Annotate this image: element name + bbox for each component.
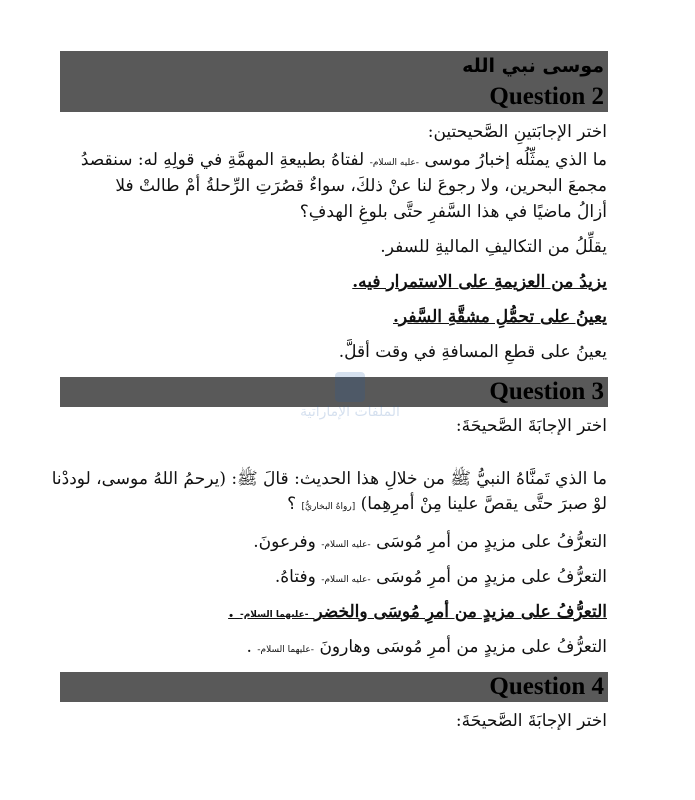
q2-stem-line2: مجمعَ البحرين، ولا رجوعَ لنا عنْ ذلكَ، سواءٌ قصُرَتِ الرِّحلةُ أمْ طالتْ فلا [115,176,607,196]
q2-option-3[interactable]: يعينُ على تحمُّلِ مشقَّةِ السَّفر. [393,307,607,327]
q2-option-4[interactable]: يعينُ على قطعِ المسافةِ في وقت أقلَّ. [338,342,607,362]
q2-option-2[interactable]: يزيدُ من العزيمةِ على الاستمرار فيه. [352,272,607,292]
question-3-title: Question 3 [489,378,604,405]
q4-instruction: اختر الإجابَةَ الصَّحيحَةَ: [455,711,607,731]
q3-instruction: اختر الإجابَةَ الصَّحيحَةَ: [455,416,607,436]
q3-stem-line1: ما الذي تَمنَّاهُ النبيُّ ﷺ من خلالِ هذا الحديث: قالَ ﷺ: (يرحمُ اللهُ موسى، لوددْنا [51,469,607,489]
q3-option-4[interactable]: التعرُّفُ على مزيدٍ من أمرِ مُوسَى وهارونَ -عليهما السلام- . [246,637,607,657]
q3-option-2[interactable]: التعرُّفُ على مزيدٍ من أمرِ مُوسَى -عليه السلام- وفتاهُ. [274,567,607,587]
q3-stem-line2: لوْ صبرَ حتَّى يقصَّ علينا مِنْ أمرِهِما) [رواهُ البخاريُّ] ؟ [287,494,607,514]
q2-instruction: اختر الإجابَتينِ الصَّحيحتين: [427,122,607,142]
question-2-title: Question 2 [489,83,604,110]
q2-option-1[interactable]: يقلِّلُ من التكاليفِ الماليةِ للسفر. [380,237,607,257]
q2-stem-line1: ما الذي يمثِّلُه إخبارُ موسى -عليه السلام- لفتاهُ بطبيعةِ المهمَّةِ في قولِهِ له: سنقصدُ [80,150,607,170]
section-header-q2 [60,51,608,112]
q3-stem-source: [رواهُ البخاريُّ] [301,502,356,512]
watermark-logo [290,372,410,432]
q3-option-1[interactable]: التعرُّفُ على مزيدٍ من أمرِ مُوسَى -عليه السلام- وفرعونَ. [253,532,607,552]
question-4-title: Question 4 [489,673,604,700]
q2-stem-note: -عليه السلام- [369,158,420,168]
watermark-text: الملفات الإماراتية [300,404,400,420]
q2-stem-line3: أزالُ ماضيًا في هذا السَّفرِ حتَّى بلوغِ الهدفِ؟ [299,202,607,222]
watermark-icon [335,372,365,402]
subject-title: موسى نبي الله [462,55,604,77]
section-header-q4 [60,672,608,702]
q3-option-3[interactable]: التعرُّفُ على مزيدٍ من أمرِ مُوسَى والخضر -عليهما السلام- . [228,602,607,622]
